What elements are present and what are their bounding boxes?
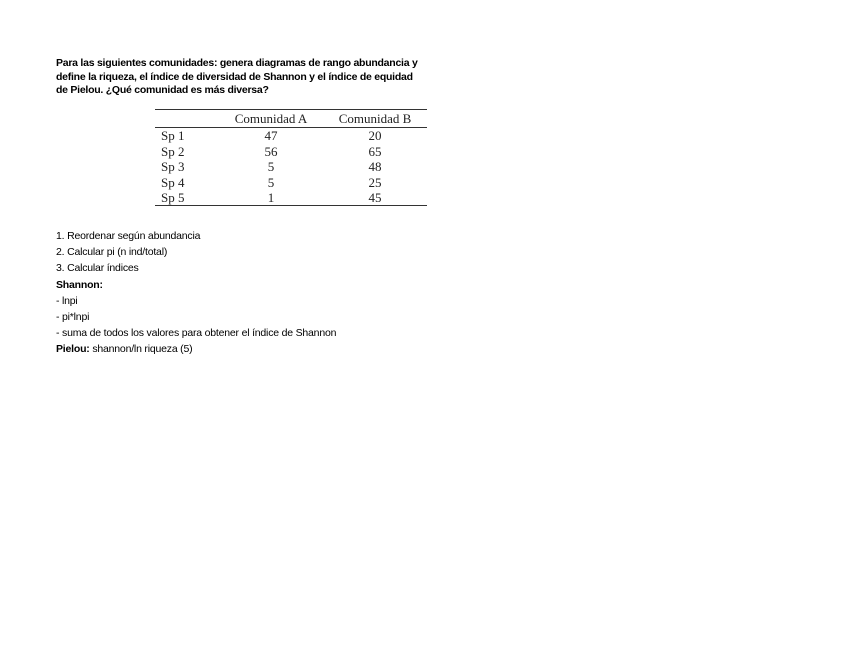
species-cell: Sp 4: [161, 174, 185, 190]
table-row: [155, 144, 427, 159]
pielou-formula: shannon/ln riqueza (5): [89, 343, 193, 356]
prompt-line-2: define la riqueza, el índice de diversidad de Shannon y el índice de equidad: [56, 70, 413, 83]
table-header-comunidad-a: Comunidad A: [234, 111, 308, 126]
prompt-line-1: Para las siguientes comunidades: genera diagramas de rango abundancia y: [56, 57, 418, 69]
shannon-step-pi-lnpi: - pi*lnpi: [56, 311, 90, 324]
step-2: 2. Calcular pi (n ind/total): [56, 246, 168, 259]
species-cell: Sp 3: [161, 159, 185, 175]
step-3: 3. Calcular índices: [56, 262, 139, 275]
comunidad-a-cell: 56: [264, 143, 278, 159]
prompt-line-3: de Pielou. ¿Qué comunidad es más diversa?: [56, 84, 269, 96]
comunidad-b-cell: 48: [368, 159, 382, 175]
comunidad-b-cell: 45: [368, 190, 382, 206]
species-cell: Sp 5: [161, 190, 185, 206]
table-header-row: [155, 110, 427, 128]
table-header-comunidad-b: Comunidad B: [338, 111, 412, 126]
table-row: [155, 128, 427, 144]
comunidad-a-cell: 1: [267, 190, 275, 206]
shannon-step-sum: - suma de todos los valores para obtener el índice de Shannon: [56, 327, 337, 340]
table-row: [155, 190, 427, 206]
community-abundance-table: [155, 109, 427, 206]
comunidad-b-cell: 65: [368, 143, 382, 159]
comunidad-b-cell: 20: [368, 128, 382, 144]
exercise-prompt: [56, 57, 476, 98]
table-row: [155, 175, 427, 190]
comunidad-a-cell: 47: [264, 128, 278, 144]
table-header-species: [155, 110, 219, 128]
comunidad-a-cell: 5: [267, 159, 275, 175]
pielou-line: [56, 341, 336, 357]
shannon-step-lnpi: - lnpi: [56, 294, 78, 307]
species-cell: Sp 2: [161, 143, 185, 159]
step-1: 1. Reordenar según abundancia: [56, 230, 201, 242]
pielou-label: Pielou:: [56, 343, 90, 356]
table-row: [155, 159, 427, 174]
comunidad-a-cell: 5: [267, 174, 275, 190]
species-cell: Sp 1: [161, 128, 185, 144]
solution-steps: [56, 228, 336, 358]
shannon-heading: Shannon:: [56, 278, 103, 291]
comunidad-b-cell: 25: [368, 174, 382, 190]
